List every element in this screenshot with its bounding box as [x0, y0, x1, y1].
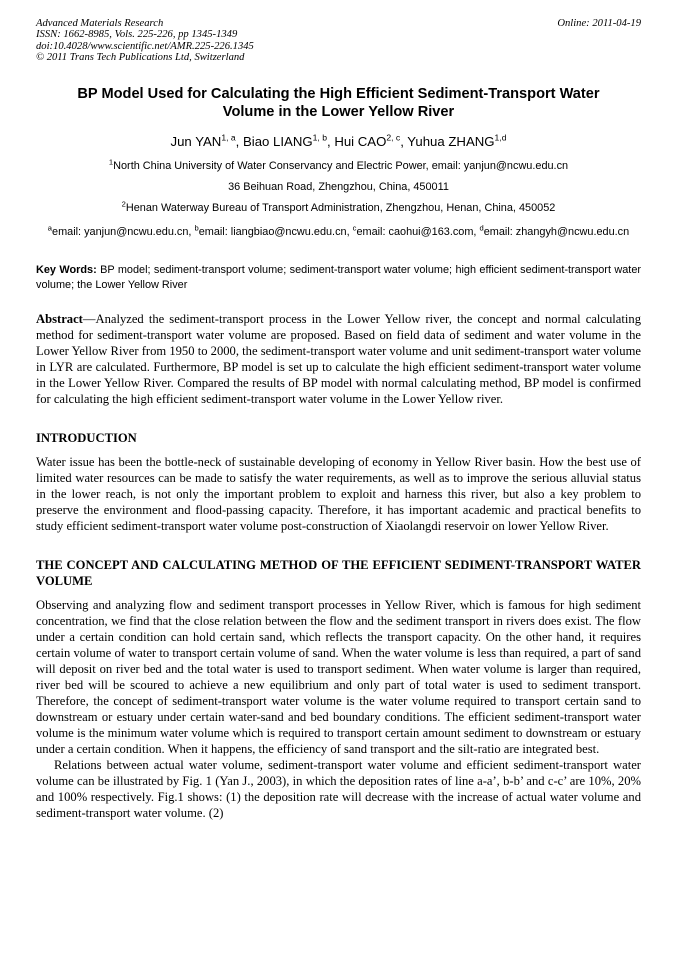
author: Jun YAN$^{1, a}$, [170, 132, 243, 150]
abstract-label: Abstract [36, 312, 83, 327]
affiliation-superscript: 2 [121, 199, 126, 209]
author-superscript: 2, c [386, 132, 401, 143]
affiliation-address-line: 36 Beihuan Road, Zhengzhou, China, 450011 [228, 181, 449, 194]
keywords-text: BP model; sediment-transport volume; sediment-transport water volume; high efficient sediment-transport water volume; the Lower Yellow River [36, 264, 641, 291]
author-superscript: 1, b [312, 132, 327, 143]
author: Yuhua ZHANG$^{1,d}$ [407, 132, 507, 150]
journal-name: Advanced Materials Research [36, 18, 164, 29]
author-superscript: 1,d [494, 132, 507, 143]
journal-copyright-line: © 2011 Trans Tech Publications Ltd, Switzerland [36, 51, 245, 63]
authors-line [36, 134, 641, 149]
author: Hui CAO$^{2, c}$, [334, 132, 408, 150]
author-email: $^c$email: caohui@163.com, [352, 223, 480, 239]
journal-issn-line: ISSN: 1662-8985, Vols. 225-226, pp 1345-1349 [36, 29, 238, 41]
author-email: $^d$email: zhangyh@ncwu.edu.cn [479, 223, 630, 239]
author-superscript: 1, a [221, 132, 236, 143]
section-heading-concept-method: THE CONCEPT AND CALCULATING METHOD OF THE EFFICIENT SEDIMENT-TRANSPORT WATER VOLUME [36, 557, 641, 589]
journal-doi-line: doi:10.4028/www.scientific.net/AMR.225-226.1345 [36, 40, 254, 52]
concept-paragraph-1: Observing and analyzing flow and sediment transport processes in Yellow River, which is famous for high sediment concentration, we find that the close relation between the flow and the sediment transport in rivers does exist. The flow under a certain condition can hold certain sand, which reflects the transport capacity. On the other hand, it requires certain volume of water to transport certain volume of sand. When the water volume is less than required, a part of sand will deposit on river bed and the total water is used to transport sediment. When water volume is larger than required, river bed will be scoured to achieve a new equilibrium and only part of total water is used to sediment transport. Therefore, the concept of sediment-transport water volume is the water volume required to transport certain sand to downstream or estuary under certain water-sand and bed boundary conditions. The efficient sediment-transport water volume is the minimum water volume which is required to transport certain amount sediment to downstream or estuary under a certain condition. When it happens, the efficiency of sand transport and the silt-ratio are integrated best. [36, 597, 641, 756]
online-date: Online: 2011-04-19 [557, 18, 641, 29]
affiliation-superscript: 1 [108, 157, 114, 167]
author: Biao LIANG$^{1, b}$, [243, 132, 335, 150]
introduction-paragraph: Water issue has been the bottle-neck of sustainable developing of economy in Yellow River basin. How the best use of limited water resources can be made to satisfy the water requirements, as well as to improve the serious alluvial status in the lower reach, is not only the important problem to exploit and harness this river, but also a key problem to preserve the environment and flood-passing capacity. Therefore, it has important academic and practical benefits to study efficient sediment-transport water volume post-construction of Xiaolangdi reservoir on lower Yellow River. [36, 454, 641, 533]
concept-paragraph-2: Relations between actual water volume, sediment-transport water volume and efficient sediment-transport water volume can be illustrated by Fig. 1 (Yan J., 2003), in which the deposition rates of line a-a’, b-b’ and c-c’ are 10%, 20% and 100% respectively. Fig.1 shows: (1) the deposition rate will decrease with the increase of actual water volume and sediment-transport water volume. (2) [36, 757, 641, 820]
author-email: $^a$email: yanjun@ncwu.edu.cn, [47, 223, 195, 239]
abstract-paragraph [36, 311, 641, 407]
keywords-label: Key Words: [36, 264, 101, 277]
affiliation-line: $^2$Henan Waterway Bureau of Transport Administration, Zhengzhou, Henan, China, 450052 [121, 199, 556, 215]
affiliations [36, 157, 641, 241]
paper-title: BP Model Used for Calculating the High Efficient Sediment-Transport Water Volume in the Lower Yellow River [77, 86, 600, 121]
keywords-paragraph [36, 263, 641, 292]
author-email: $^b$email: liangbiao@ncwu.edu.cn, [194, 223, 353, 239]
journal-header [36, 18, 641, 63]
affiliation-line: $^1$North China University of Water Conservancy and Electric Power, email: yanjun@ncwu.edu.cn [108, 157, 569, 173]
author-emails-line [36, 223, 641, 241]
section-heading-introduction: INTRODUCTION [36, 431, 137, 446]
abstract-text: —Analyzed the sediment-transport process in the Lower Yellow river, the concept and normal calculating method for sediment-transport water volume are proposed. Based on field data of sediment and water volume in the Lower Yellow River from 1950 to 2000, the sediment-transport water volume and unit sediment-transport water volume in LYR are calculated. Furthermore, BP model is set up to calculate the high efficient sediment-transport water volume in the Lower Yellow River. Compared the results of BP model with normal calculating method, BP model is confirmed for calculating the high efficient sediment-transport water volume in the Lower Yellow river. [36, 312, 641, 407]
journal-header-left [36, 18, 254, 63]
